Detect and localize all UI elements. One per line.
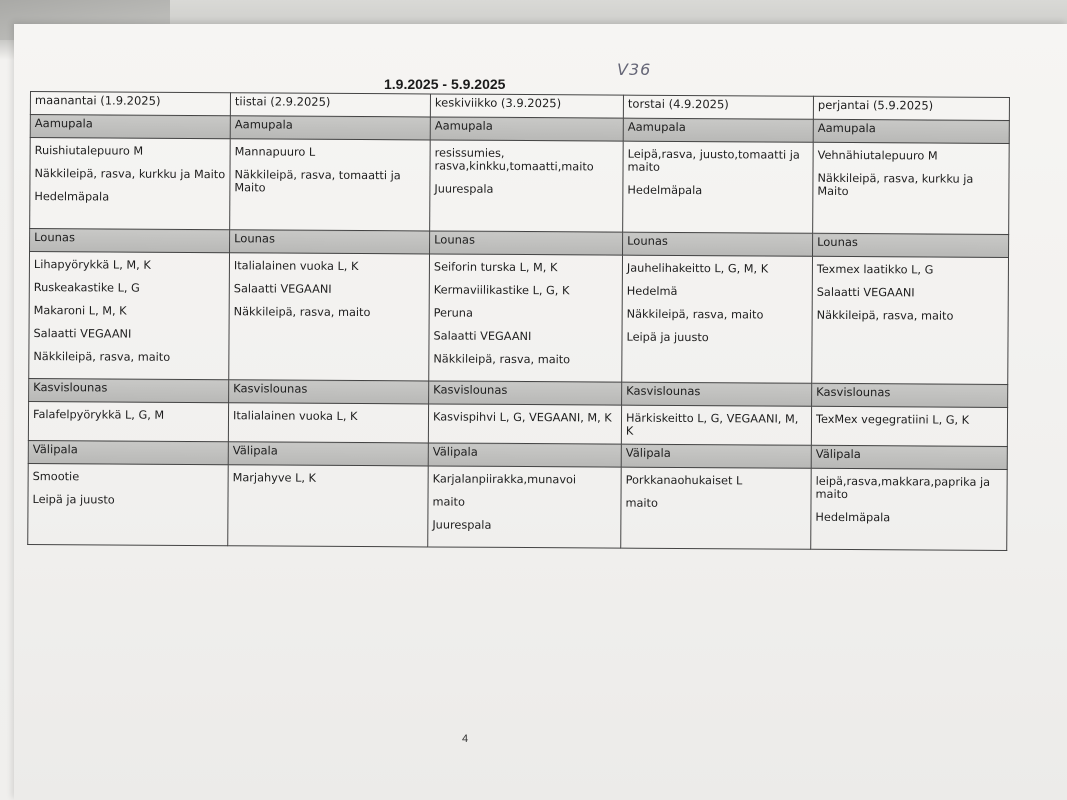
section-label-valipala-thursday: Välipala [621, 444, 811, 468]
menu-item: Härkiskeitto L, G, VEGAANI, M, K [625, 411, 799, 438]
menu-cell-aamupala-thursday [623, 141, 814, 233]
menu-cell-aamupala-monday [30, 138, 231, 230]
menu-item: Näkkileipä, rasva, maito [816, 308, 954, 323]
menu-item: Texmex laatikko L, G [816, 262, 934, 277]
menu-item: leipä,rasva,makkara,paprika ja maito [815, 474, 991, 502]
menu-item: Leipä,rasva, juusto,tomaatti ja maito [627, 147, 800, 174]
menu-cell-aamupala-friday [813, 142, 1010, 234]
menu-item: Porkkanaohukaiset L [625, 473, 743, 488]
menu-cell-lounas-friday [812, 256, 1009, 384]
section-label-aamupala-friday: Aamupala [813, 119, 1009, 143]
menu-item: Hedelmäpala [34, 190, 110, 204]
menu-item: Smootie [32, 470, 80, 484]
menu-cell-valipala-thursday [621, 467, 811, 549]
menu-cell-lounas-wednesday [429, 254, 623, 382]
section-label-valipala-friday: Välipala [811, 445, 1007, 469]
menu-item: Hedelmäpala [627, 183, 703, 198]
section-label-lounas-tuesday: Lounas [230, 230, 430, 254]
menu-item: Italialainen vuoka L, K [233, 259, 359, 274]
menu-cell-aamupala-tuesday [230, 139, 431, 231]
menu-item: Leipä ja juusto [626, 330, 709, 345]
menu-item: Italialainen vuoka L, K [232, 409, 358, 424]
menu-table-body [28, 92, 1010, 551]
menu-item: Näkkileipä, rasva, kurkku ja Maito [817, 171, 974, 199]
section-label-aamupala-wednesday: Aamupala [430, 117, 623, 141]
section-content-row-aamupala [30, 138, 1010, 235]
menu-item: Näkkileipä, rasva, maito [433, 352, 571, 367]
menu-item: Vehnähiutalepuuro M [817, 148, 938, 163]
menu-item: Juurespala [432, 518, 492, 532]
menu-cell-lounas-thursday [622, 255, 813, 383]
menu-item: maito [625, 496, 658, 510]
section-label-lounas-friday: Lounas [813, 233, 1009, 257]
section-label-aamupala-monday: Aamupala [30, 115, 230, 139]
menu-cell-kasvislounas-monday [28, 401, 228, 441]
section-label-aamupala-thursday: Aamupala [623, 118, 813, 142]
day-header-monday: maanantai (1.9.2025) [30, 92, 230, 116]
menu-item: Mannapuuro L [234, 145, 316, 159]
section-content-row-lounas [29, 252, 1009, 385]
weekly-menu-table [27, 91, 1010, 551]
section-label-valipala-tuesday: Välipala [228, 442, 428, 466]
section-label-kasvislounas-wednesday: Kasvislounas [429, 381, 622, 405]
menu-cell-kasvislounas-tuesday [228, 403, 428, 443]
menu-item: Salaatti VEGAANI [233, 282, 332, 296]
menu-item: Näkkileipä, rasva, kurkku ja Maito [34, 167, 226, 182]
section-label-lounas-wednesday: Lounas [430, 231, 623, 255]
menu-cell-valipala-wednesday [428, 466, 621, 548]
menu-item: Hedelmä [626, 284, 678, 298]
week-number-handwritten: V36 [617, 60, 652, 79]
section-label-aamupala-tuesday: Aamupala [230, 116, 430, 140]
menu-item: resissumies, rasva,kinkku,tomaatti,maito [434, 146, 594, 174]
menu-item: Salaatti VEGAANI [433, 329, 532, 344]
menu-item: Juurespala [434, 182, 494, 196]
menu-item: Näkkileipä, rasva, maito [626, 307, 764, 322]
menu-cell-valipala-monday [28, 463, 228, 545]
menu-cell-lounas-monday [29, 252, 230, 380]
section-label-valipala-monday: Välipala [28, 440, 228, 464]
menu-item: Näkkileipä, rasva, maito [33, 350, 171, 364]
section-label-lounas-thursday: Lounas [623, 232, 813, 256]
menu-item: maito [432, 495, 465, 509]
menu-cell-lounas-tuesday [229, 253, 430, 381]
menu-item: Marjahyve L, K [232, 471, 317, 485]
menu-item: Näkkileipä, rasva, maito [233, 305, 371, 320]
menu-item: Falafelpyörykkä L, G, M [32, 408, 165, 422]
menu-item: Seiforin turska L, M, K [433, 260, 558, 275]
menu-item: Jauhelihakeitto L, G, M, K [626, 261, 769, 276]
section-content-row-valipala [28, 463, 1007, 550]
menu-item: Salaatti VEGAANI [816, 285, 915, 300]
menu-item: Ruskeakastike L, G [33, 281, 140, 295]
menu-item: Hedelmäpala [815, 510, 891, 525]
page-number: 4 [462, 733, 469, 745]
menu-cell-valipala-tuesday [228, 465, 428, 547]
menu-item: Peruna [433, 306, 473, 320]
day-header-tuesday: tiistai (2.9.2025) [230, 93, 430, 117]
page-title: 1.9.2025 - 5.9.2025 [384, 76, 506, 92]
menu-item: Kasvispihvi L, G, VEGAANI, M, K [432, 410, 612, 425]
menu-item: TexMex vegegratiini L, G, K [815, 412, 970, 427]
menu-item: Näkkileipä, rasva, tomaatti ja Maito [234, 168, 401, 195]
section-content-row-kasvislounas [28, 401, 1007, 446]
menu-cell-kasvislounas-thursday [621, 405, 811, 445]
section-label-kasvislounas-thursday: Kasvislounas [622, 382, 812, 406]
menu-item: Lihapyörykkä L, M, K [33, 258, 151, 272]
menu-cell-kasvislounas-friday [811, 406, 1007, 446]
menu-item: Ruishiutalepuuro M [34, 144, 144, 158]
day-header-friday: perjantai (5.9.2025) [813, 96, 1009, 120]
day-header-wednesday: keskiviikko (3.9.2025) [430, 94, 623, 118]
menu-item: Kermaviilikastike L, G, K [433, 283, 570, 298]
menu-cell-aamupala-wednesday [430, 140, 624, 232]
section-label-kasvislounas-monday: Kasvislounas [29, 378, 229, 402]
menu-item: Makaroni L, M, K [33, 304, 127, 318]
section-label-kasvislounas-friday: Kasvislounas [812, 383, 1008, 407]
menu-item: Karjalanpiirakka,munavoi [432, 472, 577, 487]
menu-item: Leipä ja juusto [32, 493, 115, 507]
section-label-kasvislounas-tuesday: Kasvislounas [229, 380, 429, 404]
section-label-lounas-monday: Lounas [30, 229, 230, 253]
menu-cell-kasvislounas-wednesday [428, 404, 621, 444]
menu-item: Salaatti VEGAANI [33, 327, 132, 341]
menu-cell-valipala-friday [811, 468, 1007, 550]
day-header-thursday: torstai (4.9.2025) [623, 95, 813, 119]
section-label-valipala-wednesday: Välipala [428, 443, 621, 467]
